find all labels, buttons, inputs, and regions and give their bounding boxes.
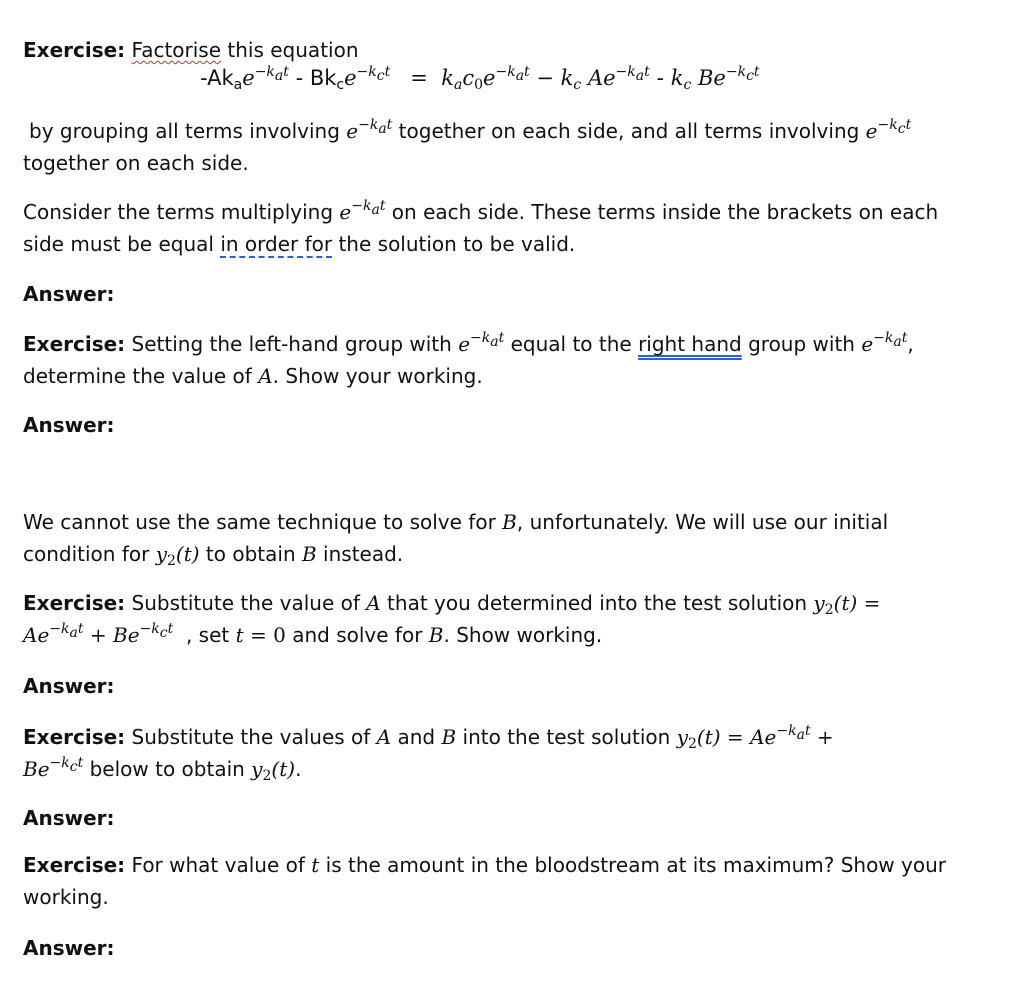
eq-e: e: [458, 332, 471, 356]
eq-t: t: [644, 64, 650, 80]
spellcheck-word[interactable]: Factorise: [131, 38, 222, 62]
text: side must be equal: [23, 232, 221, 256]
eq-t: (t): [271, 757, 296, 781]
eq-exp: −k: [725, 64, 747, 80]
eq-sub: c: [336, 77, 345, 93]
exercise-maximum: [23, 849, 983, 913]
eq-exp: −k: [615, 64, 636, 80]
eq-sub: c: [159, 625, 168, 641]
text: instead.: [316, 542, 404, 566]
eq-B: B: [113, 623, 128, 647]
text: We cannot use the same technique to solve for: [23, 510, 503, 534]
eq-exp: −k: [470, 330, 491, 346]
eq-sub: a: [453, 77, 463, 93]
eq-A: A: [258, 364, 273, 388]
eq-dash: -: [649, 66, 671, 90]
eq-A: A: [376, 725, 392, 749]
eq-t: (t): [175, 542, 200, 566]
exercise-obtain-y2: [23, 721, 983, 785]
eq-exp: −k: [351, 198, 372, 214]
eq-B: B: [697, 66, 714, 90]
eq-exp: −k: [776, 723, 797, 739]
text: Substitute the values of: [125, 725, 377, 749]
eq-B: B: [302, 542, 317, 566]
eq-sub: 2: [688, 736, 697, 752]
answer-2: [23, 409, 983, 441]
grammar-flag[interactable]: in order for: [220, 232, 333, 256]
answer-label: Answer:: [23, 936, 115, 960]
exercise-solve-B: [23, 587, 983, 651]
text: into the test solution: [456, 725, 677, 749]
eq-sub: 2: [167, 553, 176, 569]
grouping-instruction-cont: [23, 147, 983, 179]
eq-t: (t): [833, 591, 858, 615]
eq-y: y: [813, 591, 825, 615]
eq-sub: c: [683, 77, 692, 93]
text: determine the value of: [23, 364, 259, 388]
eq-sub: a: [233, 77, 243, 93]
eq-term: -Ak: [200, 66, 234, 90]
text: together on each side, and all terms involving: [392, 119, 866, 143]
eq-sub: a: [893, 334, 902, 350]
eq-exp: −k: [356, 64, 377, 80]
text: For what value of: [125, 853, 312, 877]
eq-equals: =: [857, 591, 881, 615]
eq-sub: a: [274, 68, 284, 84]
eq-A: A: [750, 725, 765, 749]
eq-e: e: [603, 66, 616, 90]
eq-e: e: [127, 623, 140, 647]
eq-sub: a: [490, 334, 499, 350]
eq-zero: = 0: [243, 623, 286, 647]
eq-t: t: [77, 621, 84, 637]
eq-B: B: [23, 757, 38, 781]
eq-exp: −k: [254, 64, 275, 80]
eq-e: e: [764, 725, 777, 749]
grouping-instruction: [29, 115, 989, 147]
text: the solution to be valid.: [332, 232, 576, 256]
eq-e: e: [242, 66, 255, 90]
eq-t: t: [379, 198, 386, 214]
eq-e: e: [865, 119, 878, 143]
answer-5: [23, 932, 983, 964]
text: and solve for: [285, 623, 429, 647]
answer-4: [23, 802, 983, 834]
eq-minus: −: [536, 66, 554, 90]
initial-condition-paragraph: [23, 506, 983, 570]
eq-equals: =: [410, 66, 428, 90]
eq-equals: =: [720, 725, 751, 749]
eq-A: A: [23, 623, 38, 647]
eq-e: e: [37, 757, 50, 781]
eq-exp: −k: [358, 117, 379, 133]
eq-sub: c: [69, 759, 78, 775]
eq-sub: 2: [262, 768, 272, 784]
eq-e: e: [344, 66, 357, 90]
eq-exp: −k: [49, 755, 70, 771]
eq-t: t: [386, 117, 393, 133]
text: . Show working.: [443, 623, 603, 647]
eq-exp: −k: [139, 621, 160, 637]
text: ,: [907, 332, 914, 356]
eq-t: t: [804, 723, 811, 739]
eq-t: t: [77, 755, 84, 771]
eq-sub: c: [746, 68, 754, 84]
eq-t: t: [498, 330, 505, 346]
text: that you determined into the test solution: [380, 591, 814, 615]
eq-A: A: [587, 66, 604, 90]
text: on each side. These terms inside the brackets on each: [385, 200, 939, 224]
eq-exp: −k: [877, 117, 898, 133]
eq-e: e: [713, 66, 726, 90]
answer-3: [23, 670, 983, 702]
eq-k: k: [670, 66, 684, 90]
text: . Show your working.: [272, 364, 483, 388]
exercise-label: Exercise:: [23, 853, 126, 877]
eq-sub: a: [69, 625, 78, 641]
eq-plus: +: [83, 623, 107, 647]
eq-e: e: [37, 623, 50, 647]
eq-t: t: [235, 623, 244, 647]
exercise-label: Exercise:: [23, 591, 126, 615]
text: condition for: [23, 542, 156, 566]
eq-B: B: [441, 725, 457, 749]
eq-sub: c: [376, 68, 385, 84]
eq-t: t: [901, 330, 908, 346]
eq-B: B: [428, 623, 444, 647]
eq-sub: c: [573, 77, 582, 93]
answer-label: Answer:: [23, 282, 115, 306]
eq-e: e: [339, 200, 352, 224]
text: by grouping all terms involving: [29, 119, 347, 143]
text: Substitute the value of: [125, 591, 367, 615]
text: .: [295, 757, 302, 781]
eq-sub: a: [796, 727, 805, 743]
eq-sub: c: [897, 121, 906, 137]
eq-sub: a: [635, 68, 645, 84]
eq-k: k: [560, 66, 574, 90]
eq-t: t: [283, 64, 289, 80]
eq-t: t: [167, 621, 174, 637]
text: and: [391, 725, 442, 749]
exercise-label: Exercise:: [23, 725, 126, 749]
text: , unfortunately. We will use our initial: [516, 510, 889, 534]
exercise-determine-A: [23, 328, 983, 392]
eq-e: e: [346, 119, 359, 143]
eq-t: t: [311, 853, 320, 877]
eq-plus: +: [810, 725, 834, 749]
grammar-flag[interactable]: right hand: [638, 332, 742, 356]
eq-exp: −k: [873, 330, 894, 346]
eq-t: t: [905, 117, 912, 133]
consider-paragraph: [23, 196, 983, 260]
eq-exp: −k: [495, 64, 516, 80]
eq-term: - Bk: [288, 66, 337, 90]
text: Setting the left-hand group with: [125, 332, 459, 356]
eq-y: y: [676, 725, 688, 749]
answer-label: Answer:: [23, 674, 115, 698]
exercise-label: Exercise:: [23, 38, 126, 62]
eq-B: B: [502, 510, 517, 534]
eq-k: k: [441, 66, 454, 90]
eq-c: c: [462, 66, 475, 90]
eq-sub: a: [515, 68, 525, 84]
eq-e: e: [483, 66, 496, 90]
text: together on each side.: [23, 151, 249, 175]
eq-sub: a: [371, 202, 380, 218]
text: Consider the terms multiplying: [23, 200, 340, 224]
answer-label: Answer:: [23, 413, 115, 437]
text: , set: [179, 623, 236, 647]
eq-t: t: [384, 64, 391, 80]
answer-1: [23, 278, 983, 310]
exercise-text: this equation: [221, 38, 359, 62]
eq-sub: 2: [824, 602, 834, 618]
eq-t: t: [524, 64, 530, 80]
text: working.: [23, 885, 109, 909]
eq-sub: 0: [474, 77, 484, 93]
eq-y: y: [155, 542, 167, 566]
exercise-label: Exercise:: [23, 332, 126, 356]
eq-t: t: [753, 64, 760, 80]
text: to obtain: [199, 542, 302, 566]
text: equal to the: [504, 332, 639, 356]
eq-y: y: [251, 757, 263, 781]
text: below to obtain: [83, 757, 252, 781]
factorise-equation: [200, 62, 760, 94]
eq-t: (t): [696, 725, 721, 749]
answer-label: Answer:: [23, 806, 115, 830]
text: is the amount in the bloodstream at its maximum? Show your: [319, 853, 946, 877]
eq-exp: −k: [49, 621, 70, 637]
text: group with: [741, 332, 862, 356]
eq-A: A: [366, 591, 381, 615]
eq-e: e: [861, 332, 874, 356]
eq-sub: a: [378, 121, 387, 137]
